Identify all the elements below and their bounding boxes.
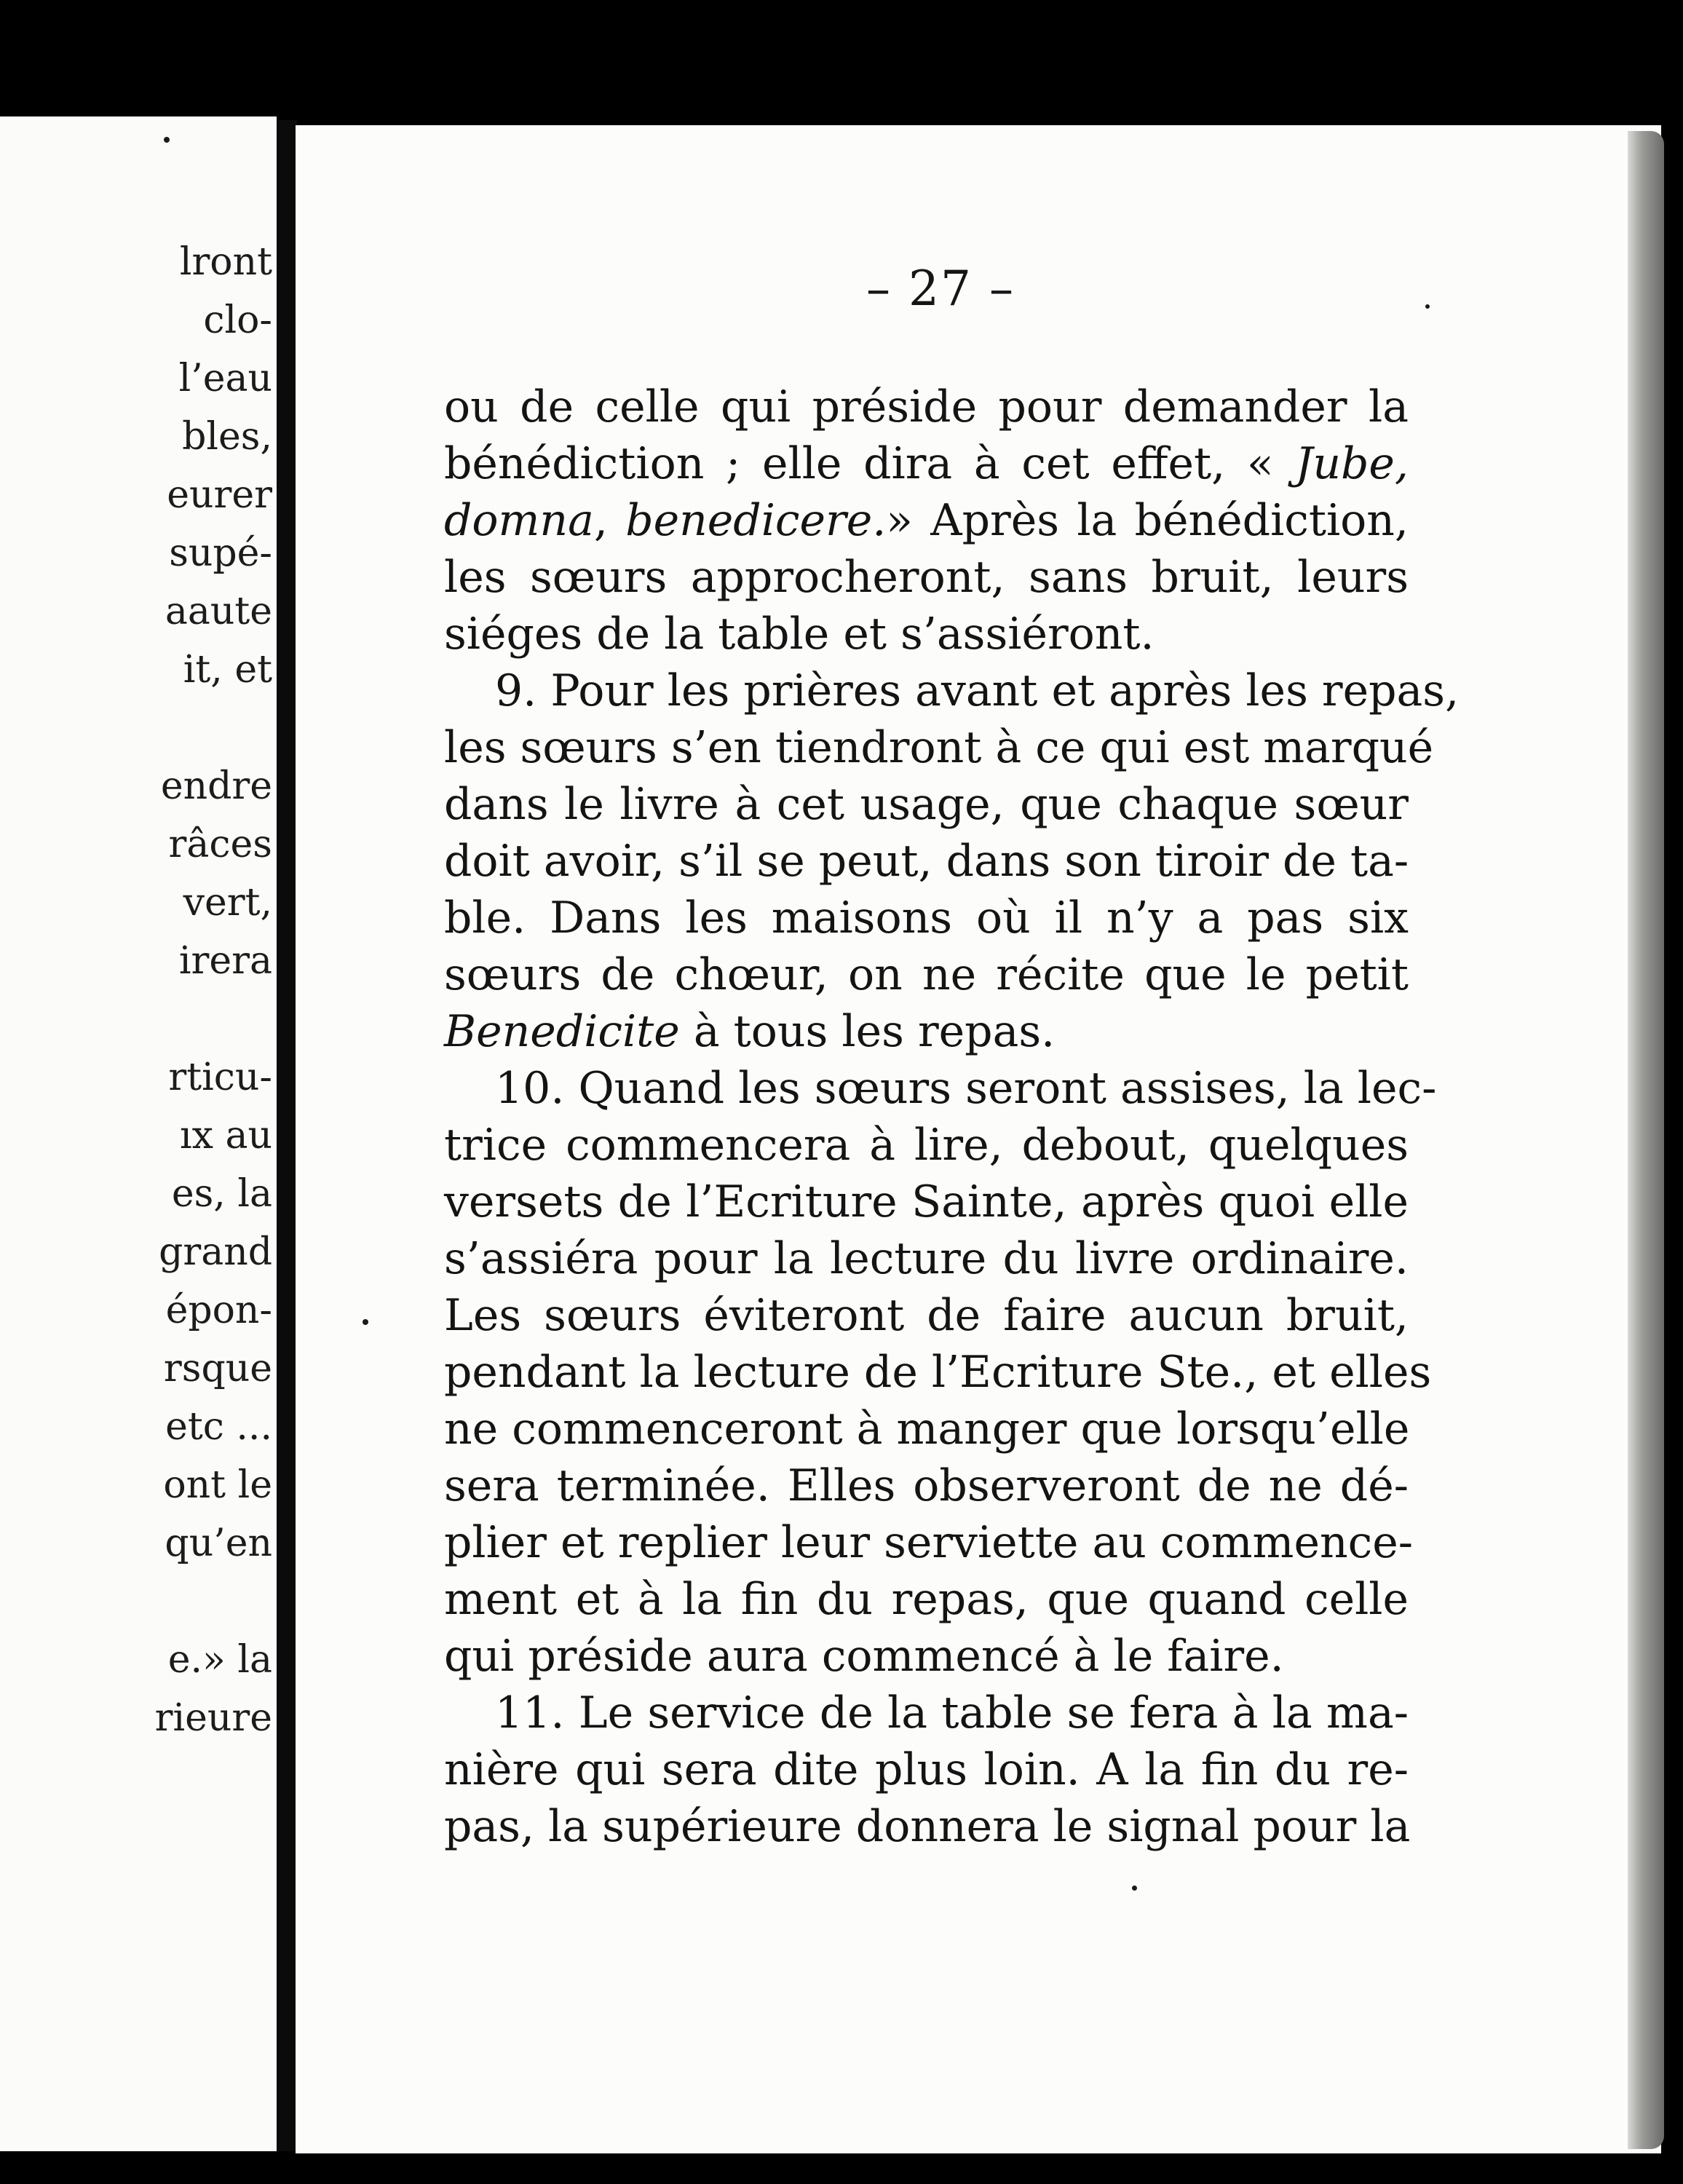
text-line: les sœurs approcheront, sans bruit, leurs (444, 552, 1409, 603)
page-number: – 27 – (866, 261, 1015, 317)
scan-speck (363, 1319, 368, 1325)
paragraph-11-start: 11. Le service de la table se fera à la ma- (495, 1688, 1409, 1738)
text-line: bénédiction ; elle dira à cet effet, « Jube, (444, 438, 1409, 489)
left-page-fragment: épon- (165, 1289, 272, 1332)
text-line: ne commenceront à manger que lorsqu’elle (444, 1404, 1410, 1455)
text-line: sœurs de chœur, on ne récite que le petit (444, 949, 1409, 1000)
left-page-fragment: l’eau (178, 357, 272, 400)
text-line: ou de celle qui préside pour demander la (444, 381, 1409, 432)
left-page-fragment: vert, (183, 881, 272, 925)
left-page-fragment: qu’en (165, 1522, 272, 1565)
left-page-fragment: rticu- (168, 1056, 272, 1099)
left-page-fragment: lront (179, 240, 272, 284)
text-line: Les sœurs éviteront de faire aucun bruit, (444, 1290, 1409, 1341)
scan-speck (1132, 1886, 1137, 1891)
left-page-fragment: etc ... (165, 1405, 272, 1449)
left-page-fragment: rsque (163, 1347, 272, 1390)
text-line: les sœurs s’en tiendront à ce qui est marqué (444, 722, 1434, 773)
text-line: doit avoir, s’il se peut, dans son tiroir de ta- (444, 836, 1409, 887)
left-page-fragment: clo- (203, 298, 272, 342)
text-line: qui préside aura commencé à le faire. (444, 1631, 1284, 1682)
left-page-fragment: e.» la (167, 1638, 272, 1682)
text-line: s’assiéra pour la lecture du livre ordinaire. (444, 1233, 1409, 1284)
text-line: plier et replier leur serviette au commence- (444, 1517, 1413, 1568)
text-line: nière qui sera dite plus loin. A la fin du re- (444, 1744, 1409, 1795)
left-page-fragment: ıx au (180, 1114, 272, 1158)
left-page-fragment: irera (178, 939, 272, 983)
text-line: versets de l’Ecriture Sainte, après quoi elle (444, 1176, 1409, 1227)
left-page-fragment: râces (168, 823, 272, 866)
page-edge (1628, 131, 1664, 2149)
left-page-fragment: es, la (171, 1172, 272, 1216)
left-page-fragment: rieure (154, 1696, 272, 1740)
book-gutter (277, 120, 297, 2151)
text-line: ment et à la fin du repas, que quand celle (444, 1574, 1409, 1625)
paragraph-9-start: 9. Pour les prières avant et après les repas, (495, 665, 1460, 716)
text-line: dans le livre à cet usage, que chaque sœur (444, 779, 1409, 830)
left-page-fragment: ont le (163, 1463, 272, 1507)
text-line: trice commencera à lire, debout, quelques (444, 1120, 1409, 1171)
left-page-fragment: it, et (183, 648, 272, 692)
text-line: siéges de la table et s’assiéront. (444, 609, 1155, 660)
text-line: domna, benedicere.» Après la bénédiction, (444, 495, 1409, 546)
text-line: Benedicite à tous les repas. (444, 1006, 1056, 1057)
scan-speck (164, 137, 170, 143)
left-page-fragment: eurer (167, 473, 272, 517)
paragraph-10-start: 10. Quand les sœurs seront assises, la lec- (495, 1063, 1437, 1114)
left-page-fragment: grand (159, 1230, 272, 1274)
text-line: pas, la supérieure donnera le signal pour la (444, 1801, 1411, 1852)
left-page-fragment: aaute (165, 590, 272, 633)
left-page (0, 116, 277, 2151)
left-page-fragment: supé- (169, 531, 272, 575)
text-line: sera terminée. Elles observeront de ne dé- (444, 1460, 1409, 1511)
text-line: ble. Dans les maisons où il n’y a pas six (444, 893, 1409, 943)
left-page-fragment: bles, (182, 415, 272, 459)
scan-speck (1425, 304, 1430, 309)
text-line: pendant la lecture de l’Ecriture Ste., et elles (444, 1347, 1432, 1398)
left-page-fragment: endre (160, 764, 272, 808)
